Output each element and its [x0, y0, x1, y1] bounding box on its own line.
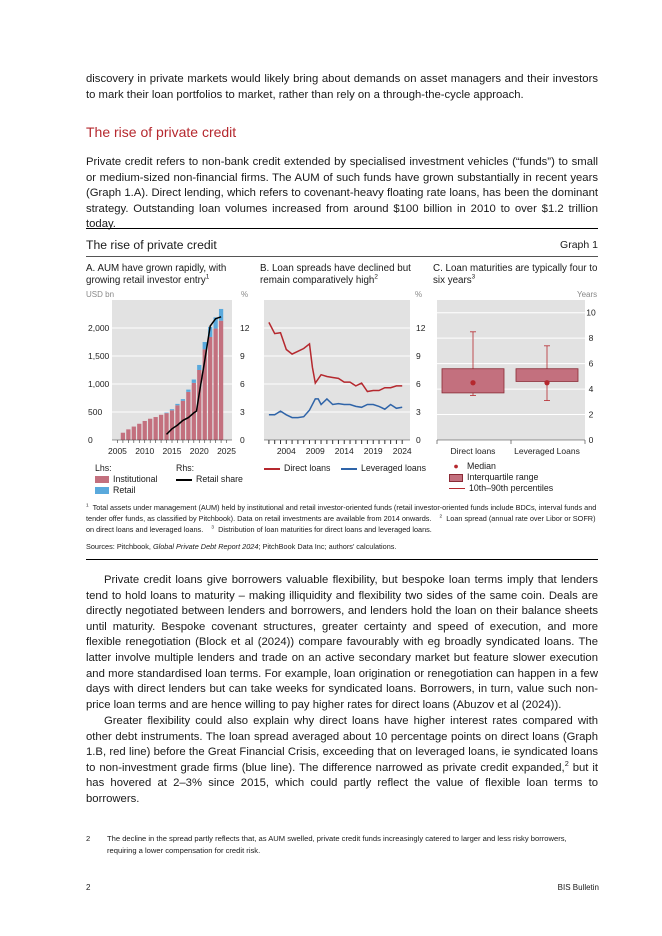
institutional-bar [208, 337, 212, 440]
legend-leveraged-loans: Leveraged loans [341, 463, 426, 473]
institutional-bar [159, 415, 163, 440]
retail-bar [164, 413, 168, 414]
retail-bar [175, 404, 179, 405]
institutional-bar [219, 321, 223, 440]
panel-a-chart [86, 296, 256, 460]
legend-retail-share: Retail share [176, 474, 243, 484]
panel-c-title: C. Loan maturities are typically four to six years$^3$ [433, 263, 598, 286]
graph-title: The rise of private credit [86, 238, 217, 252]
panel-a-x-tick: 2025 [217, 446, 237, 456]
retail-bar [192, 380, 196, 383]
panel-b-right-tick: 12 [416, 323, 426, 333]
institutional-swatch [95, 476, 109, 483]
graph-notes: $^1$ Total assets under management (AUM) held by institutional and retail investor-oriented funds (retail investor-oriented funds include BDCs, interval funds and tender offer funds, as classified by Pitchbook). Data on retail investments are available from 2014 onwards. $^2$ Loan spread (annual rate over Libor or SOFR) on direct loans and leveraged loans. $^3$ Distribution of loan maturities for direct loans and leveraged loans. [86, 503, 597, 535]
panel-b-x-tick: 2019 [363, 446, 383, 456]
panel-b-right-tick: 0 [416, 435, 421, 445]
panel-b-title: B. Loan spreads have declined but remain comparatively high$^2$ [260, 263, 411, 286]
legend-percentiles: 10th–90th percentiles [449, 483, 553, 493]
running-title: BIS Bulletin [557, 883, 599, 892]
panel-a-lhs-label: Lhs: [95, 463, 112, 473]
panel-a-x-tick: 2020 [189, 446, 209, 456]
page-number: 2 [86, 883, 91, 892]
retail-bar [197, 365, 201, 370]
institutional-bar [148, 419, 152, 440]
intro-paragraph: discovery in private markets would likely bring about demands on asset managers and their investors to mark their loan portfolios to market, rather than rely on a through-the-cycle approach. [86, 73, 598, 101]
panel-a-left-tick: 1,500 [88, 351, 110, 361]
institutional-bar [170, 410, 174, 440]
graph-bottom-rule [86, 559, 598, 560]
institutional-bar [214, 329, 218, 440]
institutional-bar [164, 413, 168, 440]
panel-a-right-tick: 9 [240, 351, 245, 361]
retail-share-swatch [176, 479, 192, 481]
panel-a-left-tick: 0 [88, 435, 93, 445]
panel-a-right-tick: 12 [240, 323, 250, 333]
panel-b-plot-area [264, 300, 410, 440]
legend-median: ● Median [449, 461, 496, 471]
legend-direct-loans: Direct loans [264, 463, 330, 473]
panel-b-x-tick: 2024 [392, 446, 412, 456]
institutional-bar [143, 421, 147, 440]
panel-b-chart [260, 296, 430, 460]
legend-iqr: Interquartile range [449, 472, 538, 482]
panel-a-left-tick: 1,000 [88, 379, 110, 389]
panel-b-x-tick: 2004 [276, 446, 296, 456]
retail-swatch [95, 487, 109, 494]
graph-top-rule [86, 228, 598, 229]
direct-loans-swatch [264, 468, 280, 470]
panel-c-x-tick: Direct loans [450, 446, 496, 456]
panel-a-left-tick: 500 [88, 407, 103, 417]
panel-a-x-tick: 2015 [162, 446, 182, 456]
graph-label: Graph 1 [560, 239, 598, 251]
retail-bar [186, 390, 190, 392]
panel-a-left-tick: 2,000 [88, 323, 110, 333]
panel-a-right-tick: 6 [240, 379, 245, 389]
iqr-box [516, 369, 578, 382]
panel-b-right-unit: % [415, 290, 423, 299]
footnote: 2 The decline in the spread partly reflects that, as AUM swelled, private credit funds increasingly catered to larger and less risky borrowers, requiring a lower compensation for credit risk. [86, 834, 567, 855]
graph-sources: Sources: Pitchbook, Global Private Debt Report 2024; PitchBook Data Inc; authors’ calculations. [86, 542, 397, 551]
panel-b-right-tick: 9 [416, 351, 421, 361]
institutional-bar [121, 433, 125, 440]
panel-c-right-tick: 8 [588, 333, 594, 344]
panel-b-right-tick: 3 [416, 407, 421, 417]
retail-bar [181, 399, 185, 401]
panel-a-right-unit: % [241, 290, 249, 299]
median-swatch: ● [453, 461, 459, 471]
panel-a-x-tick: 2010 [135, 446, 155, 456]
panel-a-right-tick: 3 [240, 407, 245, 417]
retail-bar [170, 409, 174, 410]
panel-c-right-unit: Years [577, 290, 598, 299]
institutional-bar [126, 429, 130, 440]
legend-institutional: Institutional [95, 474, 158, 484]
institutional-bar [137, 424, 141, 440]
median-point [470, 380, 475, 385]
legend-retail: Retail [95, 485, 136, 495]
panel-a-rhs-label: Rhs: [176, 463, 195, 473]
percentiles-swatch [449, 488, 465, 489]
institutional-bar [154, 417, 158, 440]
panel-b-right-tick: 6 [416, 379, 421, 389]
graph-title-rule [86, 256, 598, 257]
institutional-bar [175, 405, 179, 440]
institutional-bar [132, 427, 136, 440]
panel-a-right-tick: 0 [240, 435, 245, 445]
median-point [544, 380, 549, 385]
panel-c-right-tick: 6 [588, 358, 594, 369]
iqr-swatch [449, 474, 463, 482]
panel-c-x-tick: Leveraged Loans [514, 446, 580, 456]
panel-a-title: A. AUM have grown rapidly, with growing retail investor entry$^1$ [86, 263, 227, 286]
panel-a-left-unit: USD bn [86, 290, 115, 299]
panel-c-chart [433, 296, 603, 460]
leveraged-loans-swatch [341, 468, 357, 470]
panel-b-x-tick: 2009 [305, 446, 325, 456]
panel-c-right-tick: 2 [588, 409, 594, 420]
panel-a-x-tick: 2005 [107, 446, 127, 456]
panel-b-x-tick: 2014 [334, 446, 354, 456]
paragraph-3: Greater flexibility could also explain why direct loans have higher interest rates compared with other debt instruments. The loan spread averaged about 10 percentage points on direct loans (Graph 1.B, red line) before the Great Financial Crisis, exceeding that on leveraged loans, ie syndicated loans to non-investment grade firms (blue line). The difference narrowed as private credit expanded,$^2$ but it has hovered at 2–3% since 2015, which could partly reflect the value of flexible loan terms to borrowers. [86, 715, 598, 805]
panel-c-right-tick: 0 [588, 435, 594, 445]
paragraph-1: Private credit refers to non-bank credit extended by specialised investment vehicles (“funds”) to small or medium-sized non-financial firms. The AUM of such funds have grown substantially in recent years (Graph 1.A). Direct lending, which refers to covenant-heavy floating rate loans, has been the dominant strategy. Outstanding loan volumes increased from around $100 billion in 2010 to over $1.2 trillion today. [86, 156, 598, 231]
section-heading: The rise of private credit [86, 124, 237, 140]
panel-c-right-tick: 4 [588, 384, 594, 395]
panel-c-right-tick: 10 [586, 307, 596, 318]
retail-bar [219, 309, 223, 321]
paragraph-2: Private credit loans give borrowers valuable flexibility, but bespoke loan terms imply that lenders tend to hold loans to maturity – making illiquidity and flexibility two sides of the same coin. Deals are directly negotiated between lenders and borrowers, and lenders hold the loan on their balance sheets until maturity. Bespoke covenant structures, greater certainty and speed of execution, and more flexible renegotiation (Block et al (2024)) compare favourably with eg broadly syndicated loans. The latter involve multiple lenders and trade on an active secondary market but feature slower execution and more standardised loan terms. For example, loan origination or renegotiation can happen in a few days with direct lenders but can take weeks for syndicated loans. Borrowers, in turn, value such non-price loan terms and are hence willing to pay higher rates for direct loans (Abuzov et al (2024)). [86, 574, 598, 711]
